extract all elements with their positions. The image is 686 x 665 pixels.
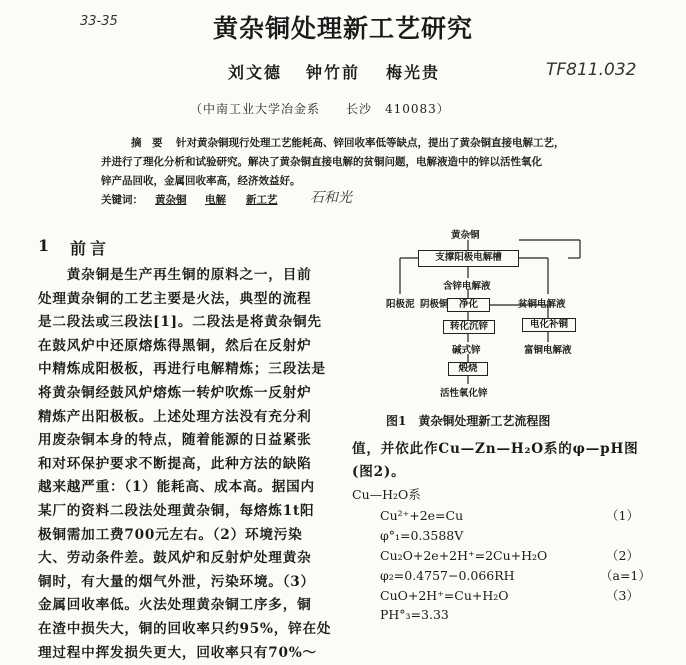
abstract-line-3: 锌产品回收，金属回收率高，经济效益好。 — [101, 172, 301, 191]
text-line: 极铜需加工费700元左右。（2）环境污染 — [38, 524, 338, 548]
flow-label-brass: 黄杂铜 — [451, 227, 480, 241]
text-line: 黄杂铜是生产再生铜的原料之一，目前 — [38, 264, 338, 288]
text-line: 理过程中挥发损失更大，回收率只有70%～ — [38, 642, 338, 665]
flow-label-poor-copper: 贫铜电解液 — [518, 296, 566, 310]
text-line: 在渣中损失大，铜的回收率只约95%，锌在处 — [38, 618, 338, 642]
flow-label-cathode-copper: 阴极铜 — [420, 296, 449, 310]
text-line: 越来越严重：（1）能耗高、成本高。据国内 — [38, 476, 338, 500]
system-label: Cu—H₂O系 — [352, 485, 421, 505]
margin-note-page-range: 33-35 — [80, 14, 118, 29]
handwritten-keyword-note: 石和光 — [310, 187, 352, 207]
section-number: 1 — [38, 236, 49, 255]
equation-1-number: （1） — [606, 506, 639, 526]
equation-3: CuO+2H⁺=Cu+H₂O — [380, 586, 509, 606]
flow-label-basic-zinc: 碱式锌 — [452, 342, 481, 356]
margin-note-classification: TF811.032 — [546, 60, 636, 80]
text-line: 将黄杂铜经鼓风炉熔炼一转炉吹炼一反射炉 — [38, 382, 338, 406]
flow-label-zinc-solution: 含锌电解液 — [443, 278, 491, 292]
flow-label-zinc-oxide: 活性氧化锌 — [440, 385, 488, 399]
author-1: 刘文德 — [228, 60, 282, 83]
abstract-line-1: 针对黄杂铜现行处理工艺能耗高、锌回收率低等缺点，提出了黄杂铜直接电解工艺， — [176, 134, 565, 153]
keyword-1: 黄杂铜 — [155, 191, 187, 210]
text-line: 中精炼成阳极板，再进行电解精炼；三段法是 — [38, 358, 338, 382]
right-text-line-1: 值，并依此作Cu—Zn—H₂O系的φ—pH图 — [352, 438, 639, 462]
text-line: 铜时，有大量的烟气外泄，污染环境。（3） — [38, 571, 338, 595]
paper-title: 黄杂铜处理新工艺研究 — [0, 9, 686, 45]
section-title: 前言 — [70, 236, 110, 259]
text-line: 是二段法或三段法[1]。二段法是将黄杂铜先 — [38, 311, 338, 335]
keyword-3: 新工艺 — [246, 191, 278, 210]
figure-caption: 图1 黄杂铜处理新工艺流程图 — [386, 412, 550, 429]
flow-box-zinc-conversion: 转化沉锌 — [443, 320, 495, 334]
equation-3-number: （3） — [606, 586, 639, 606]
equation-2-number: （2） — [606, 546, 639, 566]
flow-box-calcination: 煅烧 — [448, 362, 488, 376]
flow-box-electrolysis: 支撑阳极电解槽 — [418, 250, 519, 267]
affiliation: （中南工业大学冶金系 长沙 410083） — [190, 100, 450, 117]
equation-3-ph: PH°₃=3.33 — [380, 605, 449, 625]
text-line: 精炼产出阳极板。上述处理方法没有充分利 — [38, 406, 338, 430]
flow-label-rich-copper: 富铜电解液 — [524, 342, 572, 356]
text-line: 用废杂铜本身的特点，随着能源的日益紧张 — [38, 429, 338, 453]
equation-2-potential: φ₂=0.4757−0.066RH — [380, 566, 515, 586]
text-line: 和对环保护要求不断提高，此种方法的缺陷 — [38, 453, 338, 477]
text-line: 处理黄杂铜的工艺主要是火法，典型的流程 — [38, 288, 338, 312]
equation-1: Cu²⁺+2e=Cu — [380, 506, 463, 526]
text-line: 金属回收率低。火法处理黄杂铜工序多，铜 — [38, 594, 338, 618]
flow-label-anode-mud: 阳极泥 — [386, 296, 415, 310]
equation-1-potential: φ°₁=0.3588V — [380, 526, 463, 546]
text-line: 在鼓风炉中还原熔炼得黑铜，然后在反射炉 — [38, 335, 338, 359]
text-line: 大、劳动条件差。鼓风炉和反射炉处理黄杂 — [38, 547, 338, 571]
flow-box-electrowinning: 电化补铜 — [522, 318, 576, 332]
text-line: 某厂的资料二段法处理黄杂铜，每熔炼1t阳 — [38, 500, 338, 524]
equation-2: Cu₂O+2e+2H⁺=2Cu+H₂O — [380, 546, 547, 566]
flow-box-purification: 净化 — [447, 298, 490, 312]
keywords-label: 关键词： — [101, 191, 143, 210]
keyword-2: 电解 — [205, 191, 226, 210]
equation-2-condition: （a=1） — [600, 566, 651, 586]
author-2: 钟竹前 — [306, 60, 360, 83]
author-3: 梅光贵 — [386, 60, 440, 83]
abstract-line-2: 并进行了理化分析和试验研究。解决了黄杂铜直接电解的贫铜问题，电解液造中的锌以活性氧化 — [101, 153, 542, 172]
abstract-label: 摘 要 — [131, 134, 163, 153]
right-text-line-2: (图2)。 — [352, 461, 406, 485]
